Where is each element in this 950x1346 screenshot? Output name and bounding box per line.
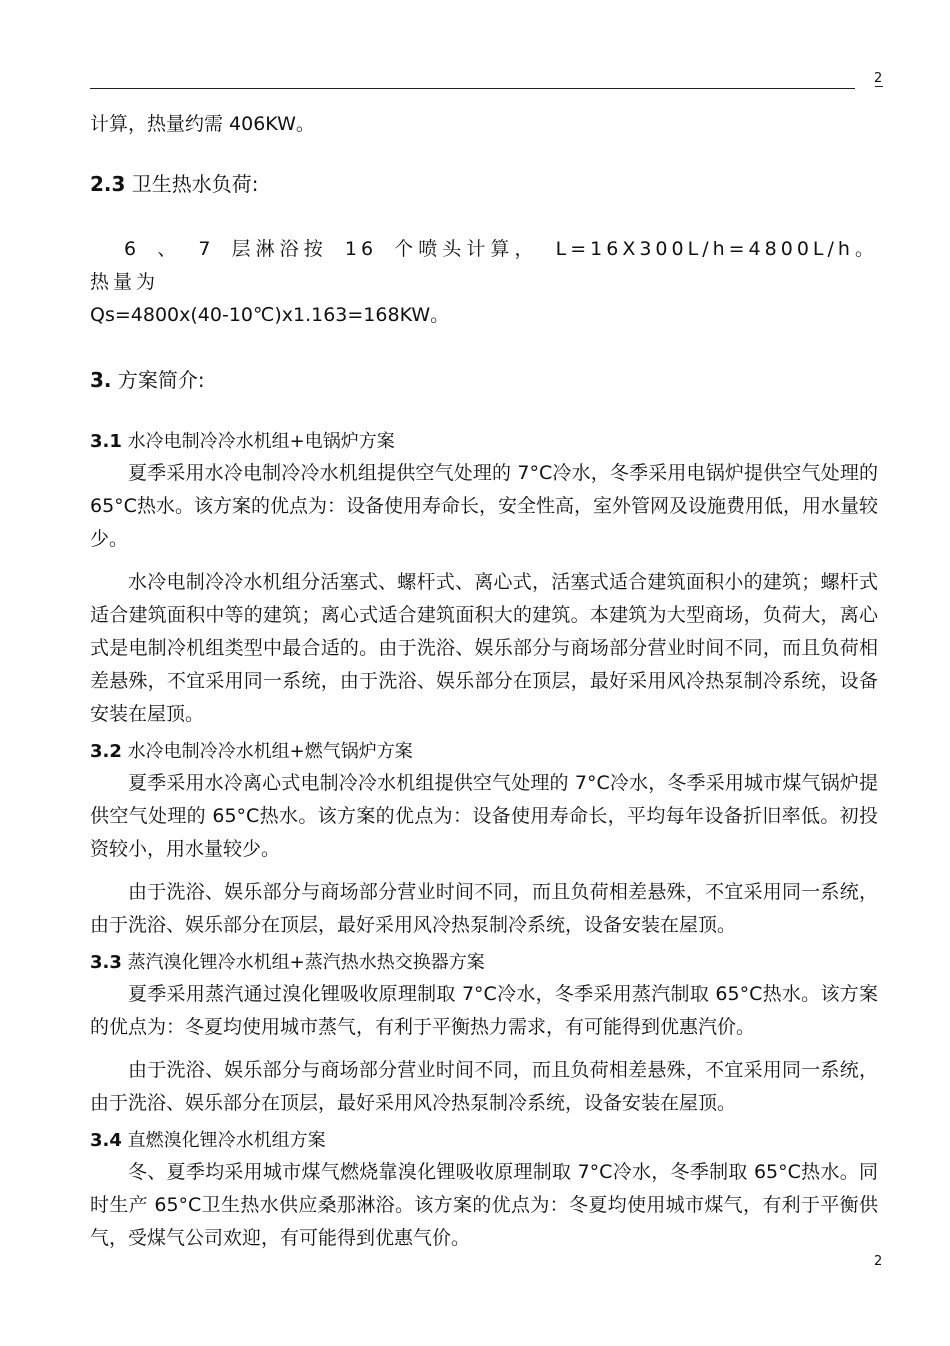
- header-rule: [90, 88, 855, 89]
- paragraph-3-4-intro: 冬、夏季均采用城市煤气燃烧靠溴化锂吸收原理制取 7°C冷水，冬季制取 65°C热水。同时生产 65°C卫生热水供应桑那淋浴。该方案的优点为：冬夏均使用城市煤气，有利于平衡供气，受煤气公司欢迎，有可能得到优惠气价。: [90, 1161, 878, 1249]
- section-3-2-heading: [90, 737, 878, 767]
- paragraph-3-2-intro: 夏季采用水冷离心式电制冷冷水机组提供空气处理的 7°C冷水，冬季采用城市煤气锅炉提供空气处理的 65°C热水。该方案的优点为：设备使用寿命长，平均每年设备折旧率低。初投资较小，用水量较少。: [90, 772, 878, 860]
- paragraph-3-2-detail: 由于洗浴、娱乐部分与商场部分营业时间不同，而且负荷相差悬殊，不宜采用同一系统，由于洗浴、娱乐部分在顶层，最好采用风冷热泵制冷系统，设备安装在屋顶。: [90, 881, 878, 936]
- section-number: 2.3: [90, 172, 126, 196]
- section-title: 蒸汽溴化锂冷水机组+蒸汽热水热交换器方案: [127, 952, 485, 973]
- section-title: 水冷电制冷冷水机组+燃气锅炉方案: [127, 741, 413, 762]
- paragraph-shower-heat-formula: Qs=4800x(40-10℃)x1.163=168KW。: [90, 304, 450, 326]
- section-number: 3.2: [90, 741, 122, 762]
- section-title: 直燃溴化锂冷水机组方案: [127, 1130, 326, 1151]
- section-number: 3.1: [90, 431, 122, 452]
- paragraph-heat-load-summary: 计算，热量约需 406KW。: [90, 113, 315, 135]
- paragraph-shower-load: 6 、 7 层淋浴按 16 个喷头计算， L=16X300L/h=4800L/h。热量为: [90, 238, 878, 293]
- section-title: 水冷电制冷冷水机组+电锅炉方案: [127, 431, 395, 452]
- section-title: 方案简介:: [117, 368, 205, 392]
- section-number: 3.: [90, 368, 112, 392]
- paragraph-3-1-detail: 水冷电制冷冷水机组分活塞式、螺杆式、离心式，活塞式适合建筑面积小的建筑；螺杆式适合建筑面积中等的建筑；离心式适合建筑面积大的建筑。本建筑为大型商场，负荷大，离心式是电制冷机组类型中最合适的。由于洗浴、娱乐部分与商场部分营业时间不同，而且负荷相差悬殊，不宜采用同一系统，由于洗浴、娱乐部分在顶层，最好采用风冷热泵制冷系统，设备安装在屋顶。: [90, 571, 878, 725]
- section-number: 3.4: [90, 1130, 122, 1151]
- header-page-number-underline: [875, 86, 883, 87]
- section-3-3-heading: [90, 948, 878, 978]
- document-body: [90, 108, 878, 1255]
- section-number: 3.3: [90, 952, 122, 973]
- paragraph-3-3-detail: 由于洗浴、娱乐部分与商场部分营业时间不同，而且负荷相差悬殊，不宜采用同一系统，由于洗浴、娱乐部分在顶层，最好采用风冷热泵制冷系统，设备安装在屋顶。: [90, 1059, 878, 1114]
- section-title: 卫生热水负荷:: [131, 172, 259, 196]
- footer-page-number: 2: [874, 1254, 883, 1269]
- section-3-1-heading: [90, 427, 878, 457]
- section-3-4-heading: [90, 1126, 878, 1156]
- section-2-3-heading: [90, 167, 878, 201]
- section-3-heading: [90, 363, 878, 397]
- header-page-number: 2: [874, 71, 883, 86]
- paragraph-3-1-intro: 夏季采用水冷电制冷冷水机组提供空气处理的 7°C冷水，冬季采用电锅炉提供空气处理的 65°C热水。该方案的优点为：设备使用寿命长，安全性高，室外管网及设施费用低，用水量较少。: [90, 462, 878, 550]
- paragraph-3-3-intro: 夏季采用蒸汽通过溴化锂吸收原理制取 7°C冷水，冬季采用蒸汽制取 65°C热水。该方案的优点为：冬夏均使用城市蒸气，有利于平衡热力需求，有可能得到优惠汽价。: [90, 983, 878, 1038]
